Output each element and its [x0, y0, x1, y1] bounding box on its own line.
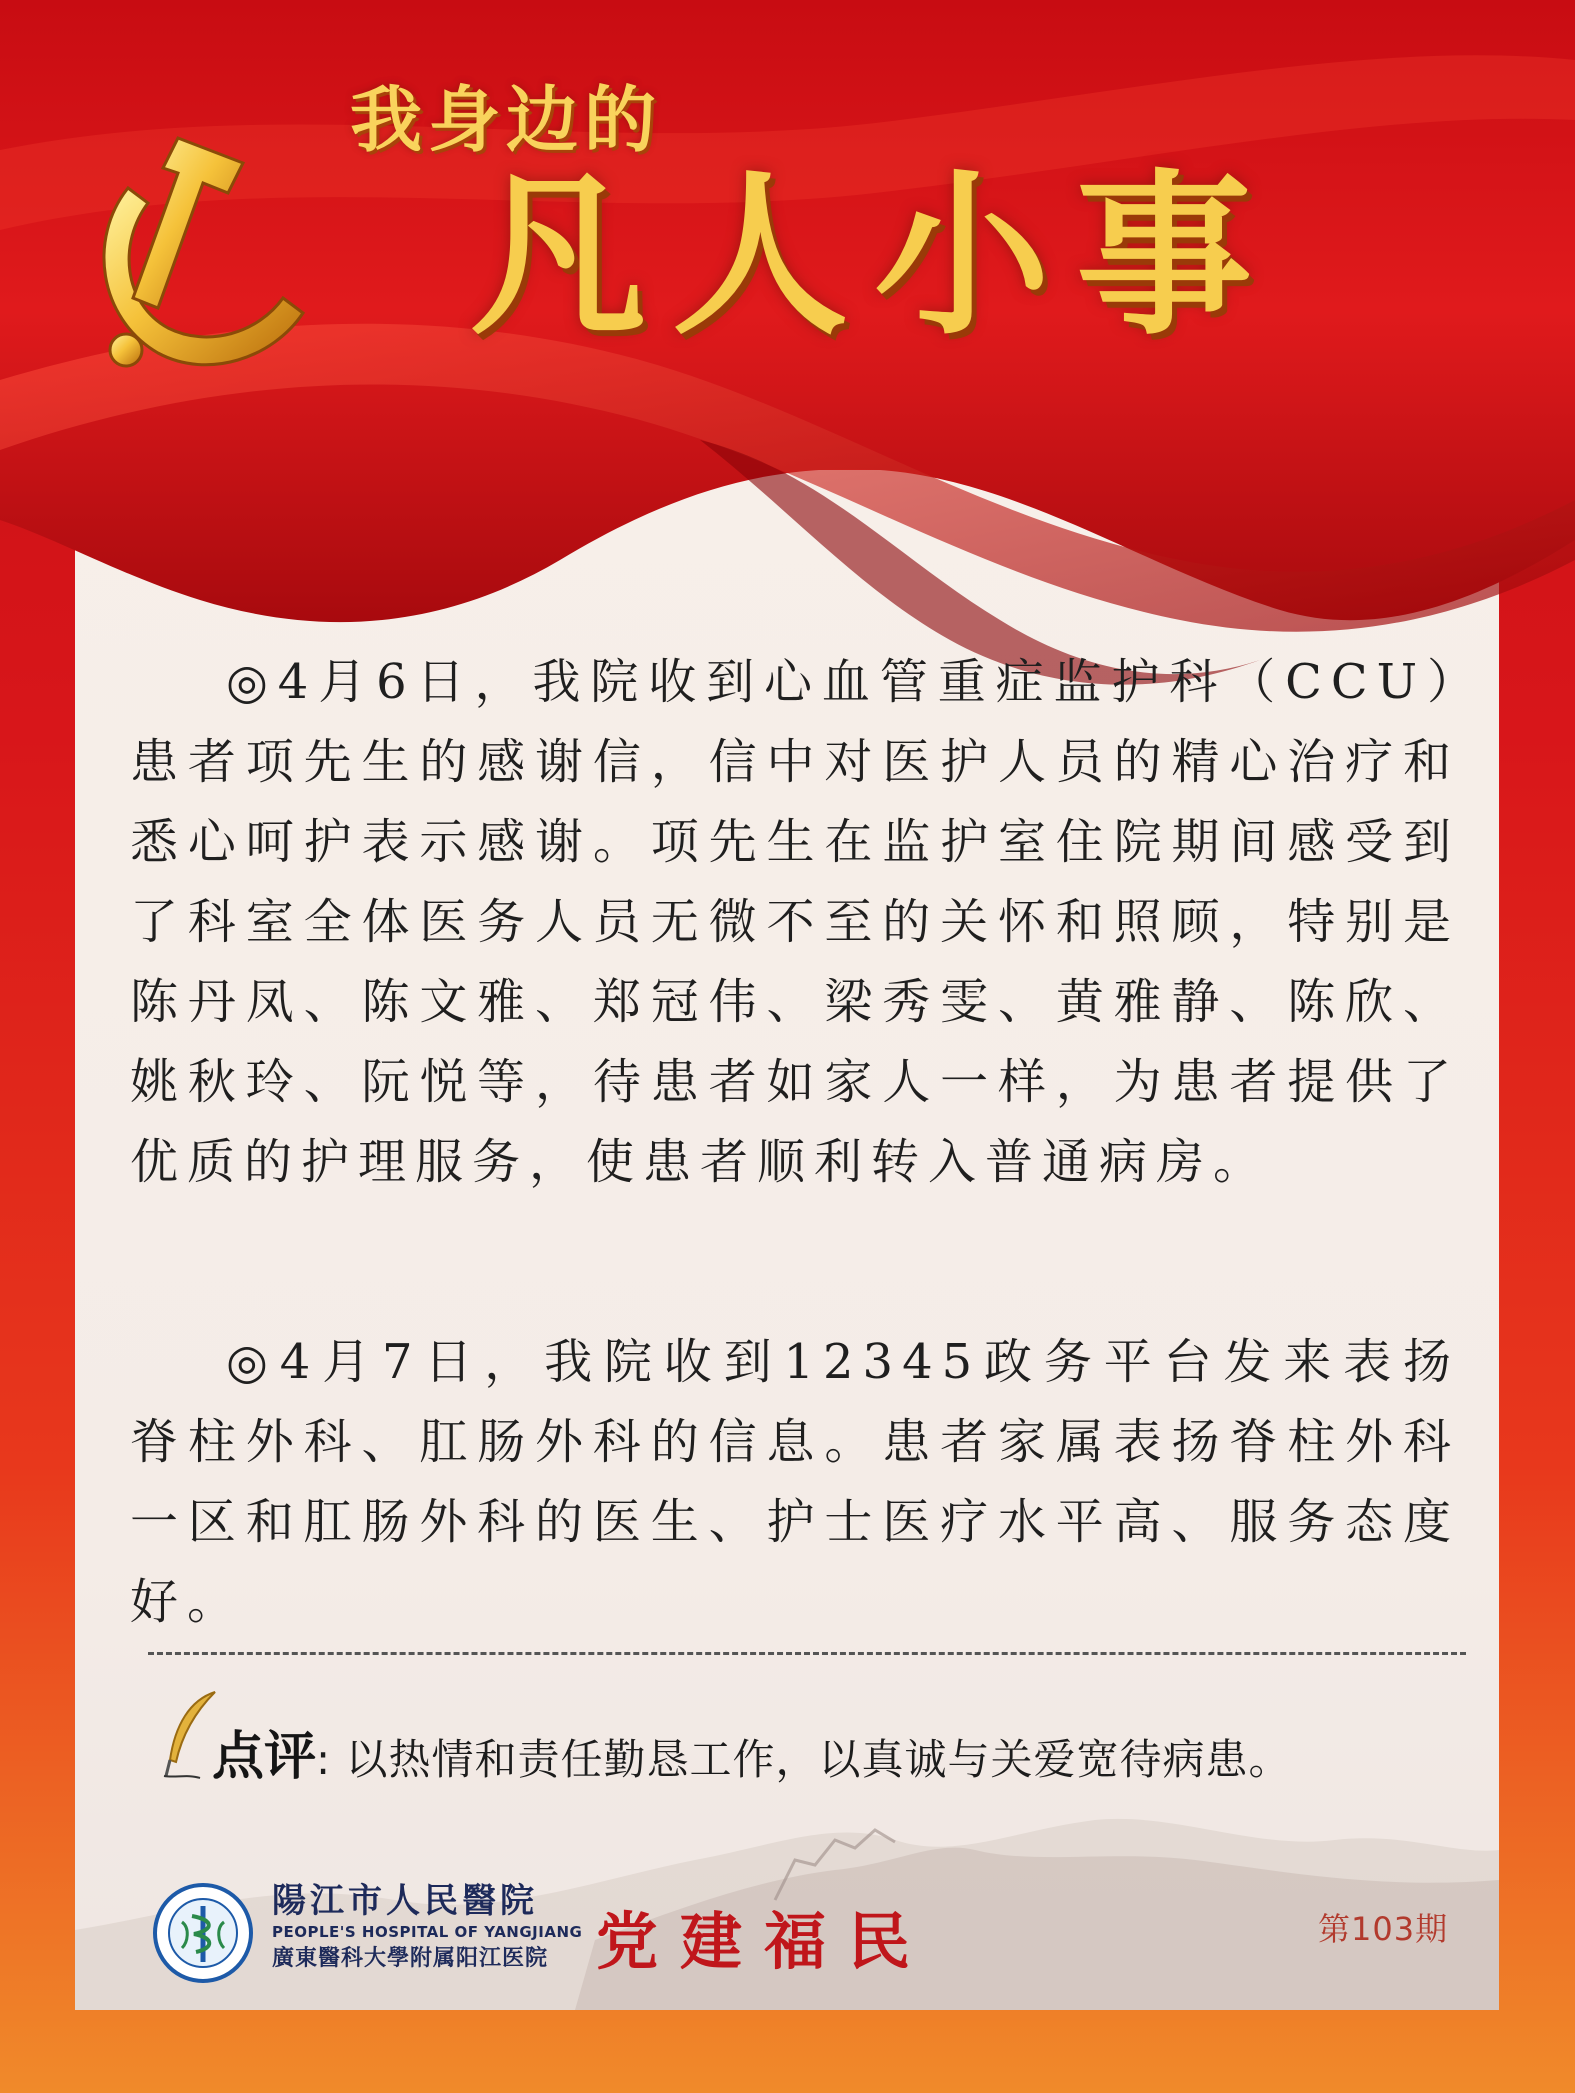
comment-label: 点评: [212, 1727, 317, 1787]
divider: [148, 1652, 1466, 1655]
hospital-name-cn: 陽江市人民醫院: [272, 1881, 538, 1921]
slogan: 党建福民: [596, 1905, 933, 1978]
hospital-name-block: [272, 1880, 582, 1974]
header-title: 凡人小事: [470, 152, 1279, 359]
header-subtitle: 我身边的: [350, 78, 663, 162]
issue-number: 第103期: [1318, 1910, 1449, 1948]
quill-pen-icon: [160, 1690, 220, 1780]
article-paragraph-1: ◎4月6日，我院收到心血管重症监护科（CCU）患者项先生的感谢信，信中对医护人员的精心治疗和悉心呵护表示感谢。项先生在监护室住院期间感受到了科室全体医务人员无微不至的关怀和照顾，特别是陈丹凤、陈文雅、郑冠伟、梁秀雯、黄雅静、陈欣、姚秋玲、阮悦等，待患者如家人一样，为患者提供了优质的护理服务，使患者顺利转入普通病房。: [130, 654, 1460, 1190]
comment-text: : 以热情和责任勤恳工作，以真诚与关爱宽待病患。: [316, 1735, 1292, 1784]
article-paragraph-2: ◎4月7日，我院收到12345政务平台发来表扬脊柱外科、肛肠外科的信息。患者家属表扬脊柱外科一区和肛肠外科的医生、护士医疗水平高、服务态度好。: [130, 1334, 1460, 1630]
comment: [212, 1714, 1292, 1789]
hospital-affiliation: 廣東醫科大學附属阳江医院: [272, 1945, 549, 1971]
hammer-sickle-icon: [68, 118, 338, 388]
hospital-logo-icon: [152, 1882, 254, 1984]
hospital-name-en: PEOPLE'S HOSPITAL OF YANGJIANG: [272, 1923, 583, 1941]
